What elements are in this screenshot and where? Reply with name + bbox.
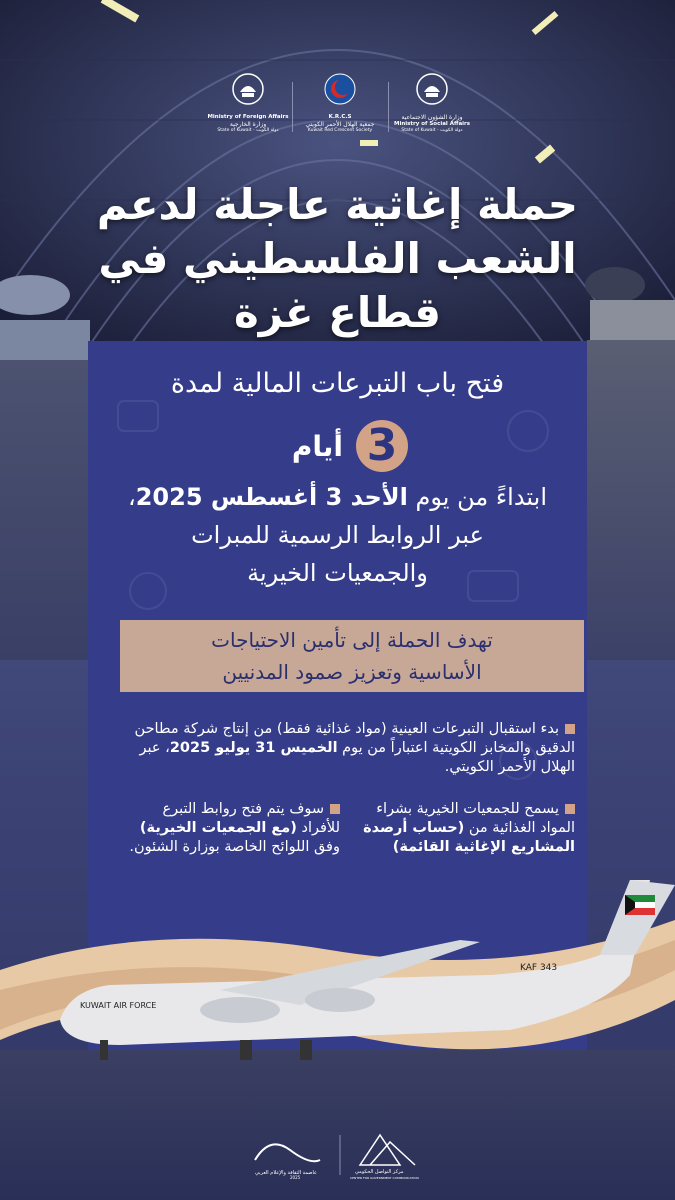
footer-left-year: 2025 — [290, 1175, 301, 1180]
start-line-1 — [110, 478, 565, 516]
red-crescent-icon — [323, 72, 357, 106]
b2-text: يسمح للجمعيات الخيرية بشراء المواد الغذائية من — [376, 801, 575, 836]
logo-foreign-affairs — [205, 72, 291, 152]
b1-text-b: ، عبر الهلال الأحمر الكويتي. — [139, 740, 575, 775]
b3-bold: (مع الجمعيات الخيرية) — [139, 820, 297, 836]
b3-text-b: وفق اللوائح الخاصة بوزارة الشئون. — [129, 839, 340, 855]
logo-divider — [292, 82, 293, 132]
headline-line-2: الشعب الفلسطيني في — [98, 234, 577, 283]
goal-box — [120, 620, 584, 692]
bullet-in-kind-donations — [120, 720, 575, 777]
start-suffix: ، — [127, 483, 136, 511]
days-number: 3 — [356, 420, 408, 472]
bullet-square-icon — [565, 804, 575, 814]
social-sub: State of Kuwait - دولة الكويت — [401, 128, 463, 133]
start-prefix: ابتداءً من يوم — [415, 483, 548, 511]
days-badge — [238, 420, 438, 480]
foreign-ar: وزارة الخارجية — [229, 121, 267, 128]
logo-social-affairs — [389, 72, 475, 152]
krcs-acronym: K.R.C.S — [328, 114, 352, 120]
headline-line-3: قطاع غزة — [233, 288, 442, 337]
b1-text-a: بدء استقبال التبرعات العينية (مواد غذائية فقط) من إنتاج شركة مطاحن الدقيق والمخابز الكويتية اعتباراً من يوم — [134, 721, 575, 756]
footer-right-en: CENTER FOR GOVERNMENT COMMUNICATION — [350, 1176, 419, 1180]
fuselage-text: KUWAIT AIR FORCE — [80, 1001, 157, 1010]
goal-line-1: تهدف الحملة إلى تأمين الاحتياجات — [211, 628, 493, 652]
start-line-3: والجمعيات الخيرية — [247, 559, 428, 587]
kuwait-c17-aircraft — [40, 880, 675, 1070]
foreign-en: Ministry of Foreign Affairs — [207, 114, 289, 120]
b3-text-a: سوف يتم فتح روابط التبرع للأفراد — [162, 801, 340, 836]
bullet-square-icon — [565, 724, 575, 734]
foreign-sub: State of Kuwait - دولة الكويت — [217, 128, 279, 133]
tail-number: KAF 343 — [520, 963, 558, 973]
krcs-en: Kuwait Red Crescent Society — [307, 128, 373, 133]
footer-left-text: عاصمة الثقافة والإعلام العربي — [255, 1170, 317, 1176]
days-word: أيام — [291, 430, 343, 463]
start-date-block — [110, 478, 565, 592]
ground-left — [0, 360, 90, 660]
logo-row — [205, 72, 475, 152]
start-line-2: عبر الروابط الرسمية للمبرات — [191, 521, 484, 549]
bullet-individual-links — [120, 800, 340, 857]
goal-line-2: الأساسية وتعزيز صمود المدنيين — [222, 660, 482, 684]
krcs-ar: جمعية الهلال الأحمر الكويتي — [305, 121, 375, 128]
headline-line-1: حملة إغاثية عاجلة لدعم — [96, 180, 579, 229]
bullet-square-icon — [330, 804, 340, 814]
kuwait-emblem-icon — [231, 72, 265, 106]
open-donations-text: فتح باب التبرعات المالية لمدة — [170, 368, 505, 399]
social-ar: وزارة الشؤون الاجتماعية — [401, 114, 463, 121]
logo-krcs — [297, 72, 383, 152]
b2-bold: (حساب أرصدة المشاريع الإغاثية القائمة) — [363, 820, 575, 855]
bullet-charities-purchase — [350, 800, 575, 857]
logo-divider — [388, 82, 389, 132]
footer-right-ar: مركز التواصل الحكومي — [355, 1169, 404, 1175]
start-date: الأحد 3 أغسطس 2025 — [135, 483, 408, 511]
kuwait-emblem-icon — [415, 72, 449, 106]
b1-date: الخميس 31 يوليو 2025 — [169, 740, 338, 756]
social-en: Ministry of Social Affairs — [393, 121, 471, 127]
headline — [80, 178, 595, 340]
ground-right — [587, 340, 675, 660]
footer-logos — [250, 1130, 430, 1180]
